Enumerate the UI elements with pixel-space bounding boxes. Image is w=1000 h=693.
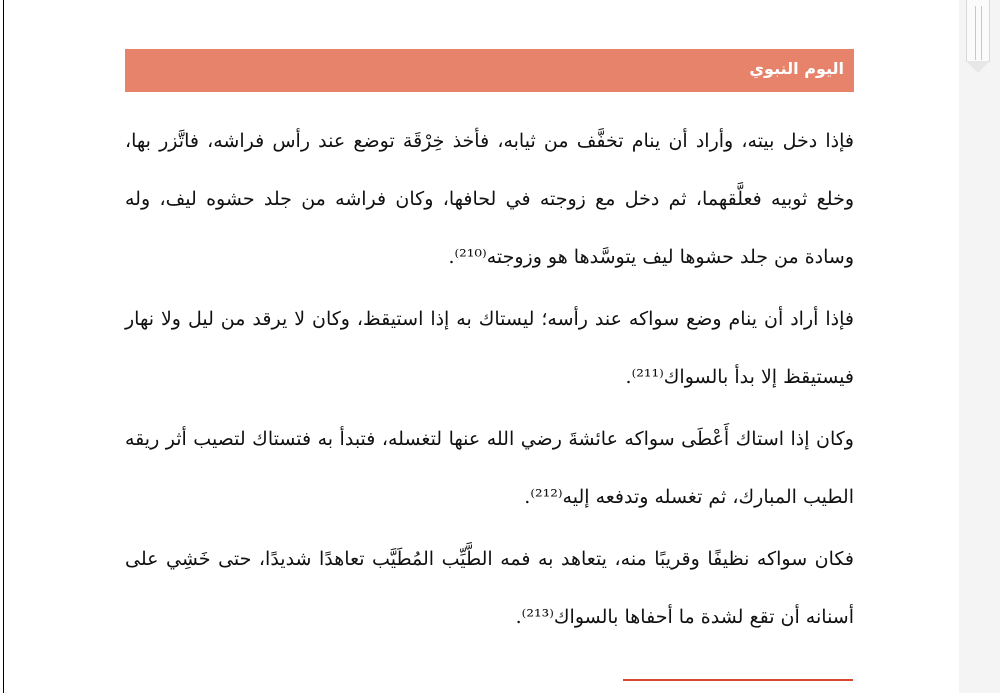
paragraph-4: فكان سواكه نظيفًا وقريبًا منه، يتعاهد به فمه الطَّيِّب المُطَيَّب تعاهدًا شديدًا، حتى خَشِي على أسنانه أن تقع لشدة ما أحفاها بالسواك⁽²¹³⁾.: [125, 548, 854, 628]
paragraph-2: فإذا أراد أن ينام وضع سواكه عند رأسه؛ ليستاك به إذا استيقظ، وكان لا يرقد من ليل ولا نهار فيستيقظ إلا بدأ بالسواك⁽²¹¹⁾.: [125, 308, 854, 388]
bookmark-ribbon[interactable]: [966, 0, 990, 62]
chapter-title: اليوم النبوي: [749, 59, 844, 78]
paragraph-3: وكان إذا استاك أَعْطَى سواكه عائشةَ رضي الله عنها لتغسله، فتبدأ به فتستاك لتصيب أثر ريقه الطيب المبارك، ثم تغسله وتدفعه إليه⁽²¹²⁾.: [125, 428, 854, 508]
right-gutter: [959, 0, 1000, 693]
body-text: [125, 112, 854, 650]
chapter-header-band: [125, 49, 854, 92]
paragraph-1: فإذا دخل بيته، وأراد أن ينام تخفَّف من ثيابه، فأخذ خِرْقَة توضع عند رأس فراشه، فاتَّزر بها، وخلع ثوبيه فعلَّقهما، ثم دخل مع زوجته في لحافها، وكان فراشه من جلد حشوه ليف، وله وسادة من جلد حشوها ليف يتوسَّدها هو وزوجته⁽²¹⁰⁾.: [125, 130, 854, 268]
page: [3, 0, 960, 693]
footnote-divider: [623, 679, 853, 681]
bookmark-icon: [966, 61, 990, 73]
